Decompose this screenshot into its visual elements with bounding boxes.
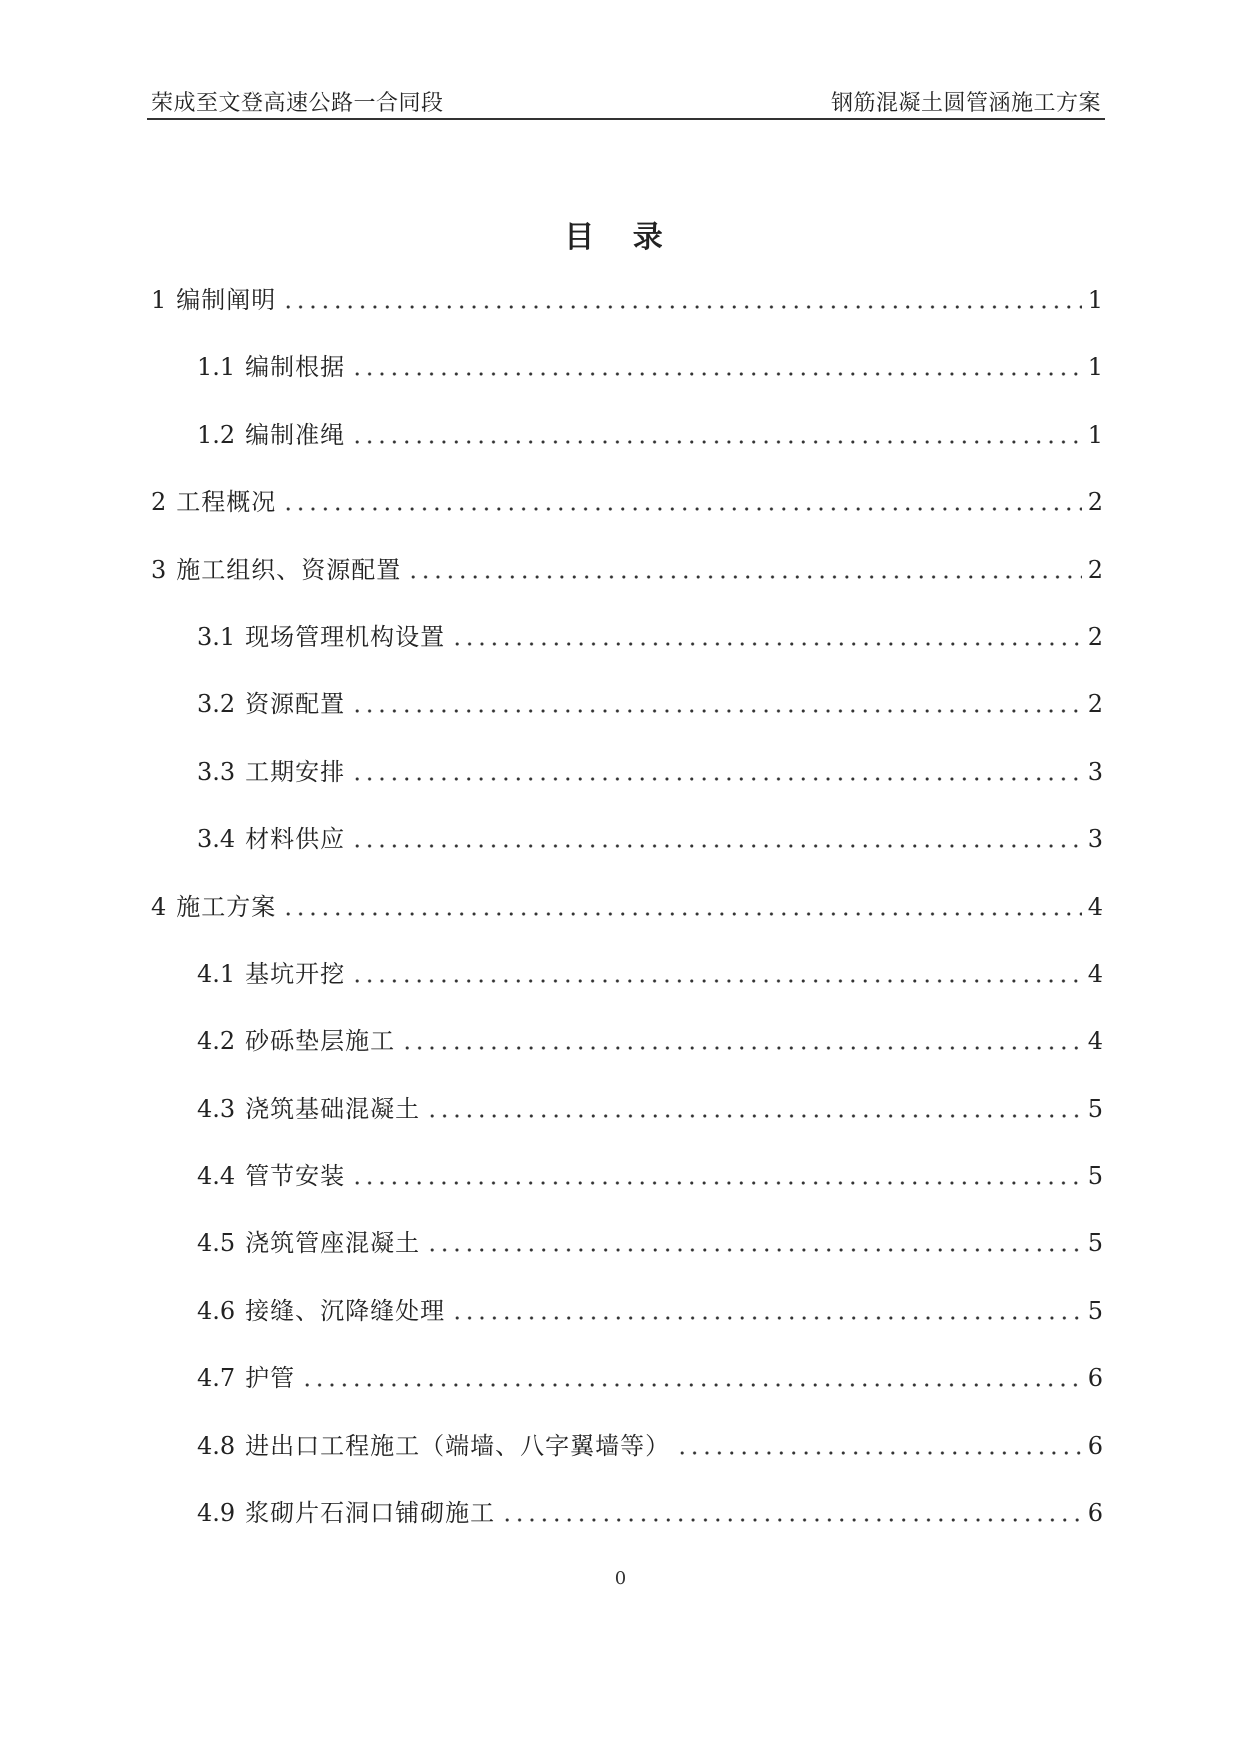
toc-entry-page: 6: [1087, 1431, 1103, 1460]
toc-dot-leader: [282, 485, 1081, 513]
header-project-name: 荣成至文登高速公路一合同段: [151, 91, 444, 116]
toc-entry[interactable]: [147, 418, 1103, 485]
toc-entry-title: 编制阐明: [176, 286, 277, 314]
toc-entry-number: 3: [151, 555, 167, 584]
toc-entry-number: 1.1: [197, 353, 236, 382]
toc-dot-leader: [301, 1361, 1082, 1389]
toc-entry-number: 4.4: [197, 1162, 236, 1191]
toc-entry-number: 3.1: [197, 622, 236, 651]
page-header: [147, 84, 1105, 120]
toc-entry[interactable]: [147, 1294, 1103, 1361]
toc-entry-title: 编制准绳: [245, 420, 346, 449]
toc-entry[interactable]: [147, 1092, 1103, 1159]
toc-entry-title: 资源配置: [245, 690, 346, 719]
toc-entry-number: 4.7: [197, 1364, 236, 1393]
toc-entry-title: 管节安装: [245, 1162, 346, 1191]
toc-dot-leader: [426, 1226, 1082, 1254]
toc-entry-title: 材料供应: [245, 825, 346, 854]
toc-entry-page: 2: [1087, 622, 1103, 651]
toc-entry-page: 4: [1087, 892, 1103, 921]
toc-entry-title: 工期安排: [245, 757, 346, 786]
toc-dot-leader: [351, 687, 1082, 715]
toc-entry[interactable]: [147, 485, 1103, 552]
toc-entry-number: 4.2: [197, 1027, 236, 1056]
toc-entry-number: 3.2: [197, 690, 236, 719]
toc-entry-page: 2: [1087, 690, 1103, 719]
toc-entry-number: 2: [151, 488, 167, 517]
toc-entry[interactable]: [147, 1226, 1103, 1293]
toc-entry-title: 浇筑基础混凝土: [245, 1094, 421, 1123]
toc-entry-number: 4: [151, 892, 167, 921]
toc-entry-title: 编制根据: [245, 353, 346, 382]
toc-entry-page: 5: [1087, 1296, 1103, 1325]
toc-dot-leader: [351, 418, 1082, 446]
toc-entry[interactable]: [147, 1159, 1103, 1226]
toc-dot-leader: [351, 1159, 1082, 1187]
toc-entry[interactable]: [147, 957, 1103, 1024]
toc-entry[interactable]: [147, 283, 1103, 350]
toc-dot-leader: [351, 957, 1082, 985]
toc-entry-page: 2: [1087, 488, 1103, 517]
toc-dot-leader: [501, 1496, 1082, 1524]
toc-entry-page: 3: [1087, 757, 1103, 786]
toc-dot-leader: [426, 1092, 1082, 1120]
toc-entry[interactable]: [147, 822, 1103, 889]
toc-entry-number: 4.9: [197, 1499, 236, 1528]
toc-dot-leader: [451, 1294, 1082, 1322]
toc-entry-number: 3.3: [197, 757, 236, 786]
toc-entry-title: 砂砾垫层施工: [245, 1027, 396, 1056]
toc-dot-leader: [401, 1024, 1082, 1052]
toc-entry-page: 2: [1087, 555, 1103, 584]
toc-dot-leader: [451, 620, 1082, 648]
toc-entry-page: 3: [1087, 825, 1103, 854]
toc-entry-page: 4: [1087, 1027, 1103, 1056]
table-of-contents: [147, 283, 1103, 1563]
toc-entry[interactable]: [147, 755, 1103, 822]
toc-entry-number: 4.5: [197, 1229, 236, 1258]
toc-entry[interactable]: [147, 1496, 1103, 1563]
toc-entry[interactable]: [147, 1024, 1103, 1091]
toc-dot-leader: [351, 822, 1082, 850]
toc-entry-number: 4.8: [197, 1431, 236, 1460]
toc-entry-number: 1.2: [197, 420, 236, 449]
toc-entry-page: 5: [1087, 1094, 1103, 1123]
toc-dot-leader: [282, 283, 1081, 311]
toc-entry[interactable]: [147, 1429, 1103, 1496]
toc-entry-page: 5: [1087, 1162, 1103, 1191]
toc-entry-number: 4.6: [197, 1296, 236, 1325]
header-document-title: 钢筋混凝土圆管涵施工方案: [830, 91, 1101, 116]
toc-entry-title: 施工组织、资源配置: [176, 555, 402, 584]
toc-entry-title: 工程概况: [176, 488, 277, 517]
toc-dot-leader: [407, 553, 1081, 581]
toc-entry-page: 6: [1087, 1364, 1103, 1393]
toc-entry[interactable]: [147, 687, 1103, 754]
toc-entry-number: 4.1: [197, 959, 236, 988]
toc-dot-leader: [676, 1429, 1082, 1457]
toc-dot-leader: [351, 350, 1082, 378]
toc-entry-title: 施工方案: [176, 892, 277, 921]
toc-entry-title: 接缝、沉降缝处理: [245, 1296, 446, 1325]
toc-entry-number: 1: [151, 286, 167, 314]
toc-entry-title: 护管: [245, 1364, 296, 1393]
toc-entry[interactable]: [147, 620, 1103, 687]
toc-entry-page: 5: [1087, 1229, 1103, 1258]
toc-entry-page: 1: [1087, 286, 1103, 314]
toc-entry-page: 1: [1087, 353, 1103, 382]
toc-entry-page: 1: [1087, 420, 1103, 449]
page-number: 0: [614, 1568, 627, 1589]
toc-dot-leader: [351, 755, 1082, 783]
toc-entry[interactable]: [147, 1361, 1103, 1428]
toc-dot-leader: [282, 890, 1081, 918]
toc-entry-title: 浇筑管座混凝土: [245, 1229, 421, 1258]
toc-entry-title: 基坑开挖: [245, 959, 346, 988]
toc-entry[interactable]: [147, 350, 1103, 417]
toc-title: 目 录: [564, 220, 677, 255]
toc-entry-number: 3.4: [197, 825, 236, 854]
toc-entry-title: 浆砌片石洞口铺砌施工: [245, 1499, 496, 1528]
toc-entry-page: 4: [1087, 959, 1103, 988]
toc-entry-number: 4.3: [197, 1094, 236, 1123]
toc-entry[interactable]: [147, 553, 1103, 620]
toc-entry[interactable]: [147, 890, 1103, 957]
toc-entry-page: 6: [1087, 1499, 1103, 1528]
toc-entry-title: 现场管理机构设置: [245, 622, 446, 651]
toc-entry-title: 进出口工程施工（端墙、八字翼墙等）: [245, 1431, 671, 1460]
